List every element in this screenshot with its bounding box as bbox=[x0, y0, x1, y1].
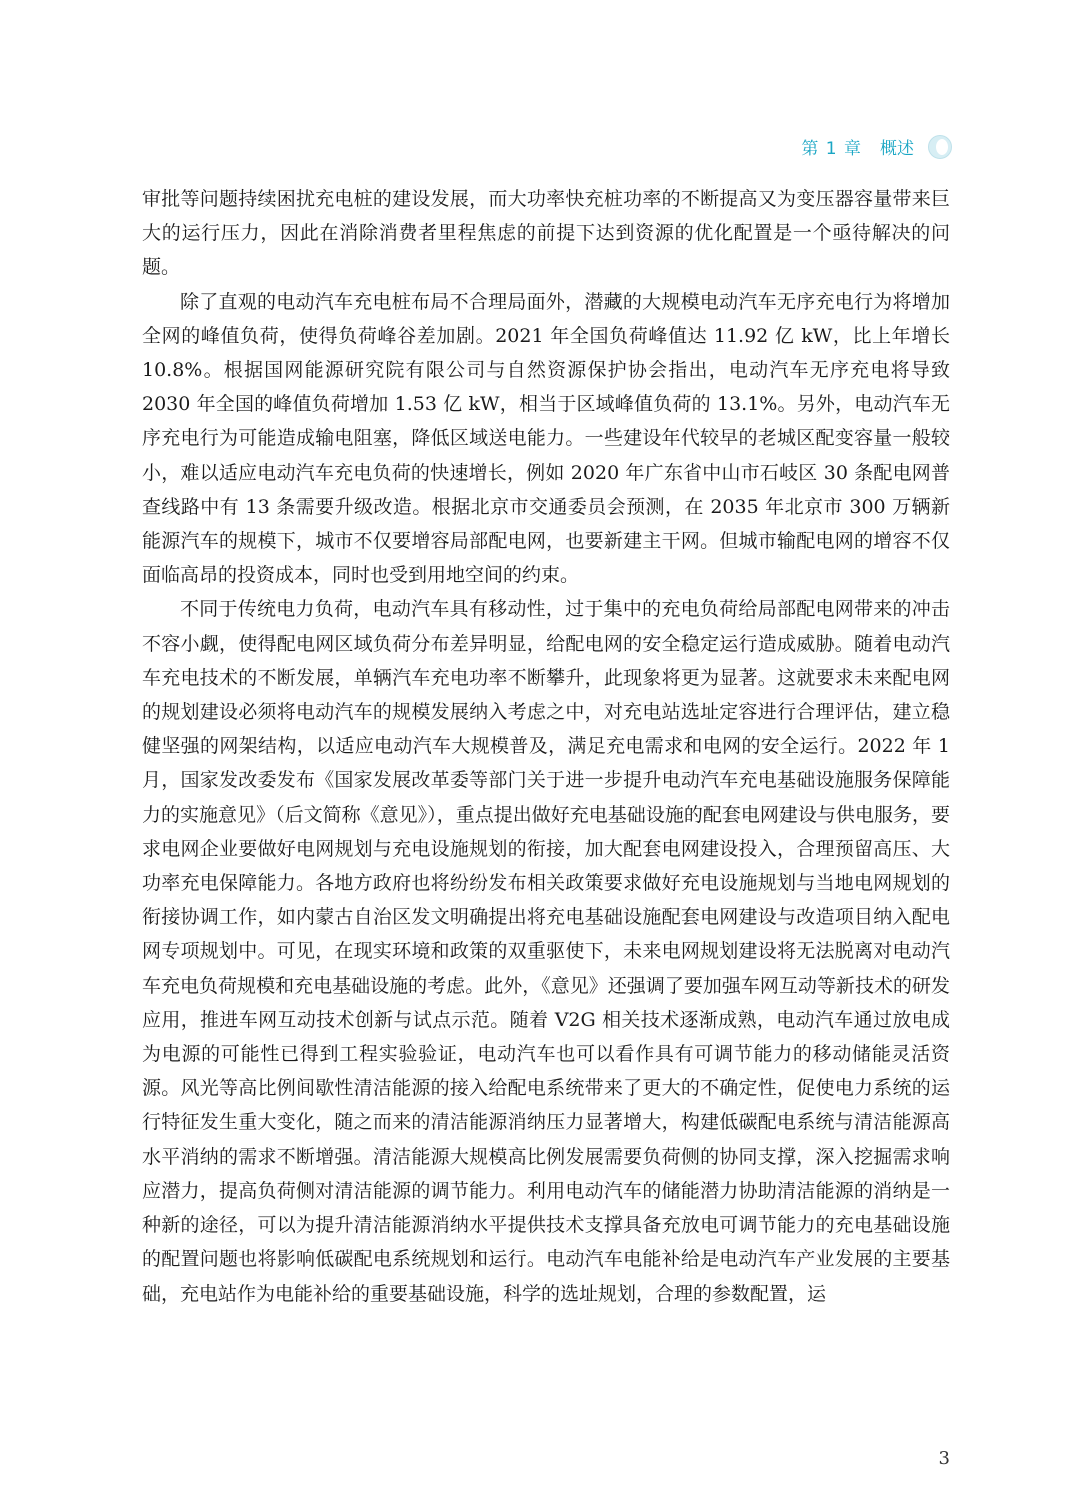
paragraph: 除了直观的电动汽车充电桩布局不合理局面外，潜藏的大规模电动汽车无序充电行为将增加全网的峰值负荷，使得负荷峰谷差加剧。2021 年全国负荷峰值达 11.92 亿 kW，比上年增长 10.8%。根据国网能源研究院有限公司与自然资源保护协会指出，电动汽车无序充电将导致 2030 年全国的峰值负荷增加 1.53 亿 kW，相当于区域峰值负荷的 13.1%。另外，电动汽车无序充电行为可能造成输电阻塞，降低区域送电能力。一些建设年代较早的老城区配变容量一般较小，难以适应电动汽车充电负荷的快速增长，例如 2020 年广东省中山市石岐区 30 条配电网普查线路中有 13 条需要升级改造。根据北京市交通委员会预测，在 2035 年北京市 300 万辆新能源汽车的规模下，城市不仅要增容局部配电网，也要新建主干网。但城市输配电网的增容不仅面临高昂的投资成本，同时也受到用地空间的约束。 bbox=[142, 290, 950, 587]
page-number: 3 bbox=[938, 1448, 950, 1469]
body-text bbox=[142, 182, 950, 1311]
chapter-label: 第 1 章 bbox=[801, 139, 862, 159]
chapter-title: 概述 bbox=[880, 139, 914, 159]
paragraph: 不同于传统电力负荷，电动汽车具有移动性，过于集中的充电负荷给局部配电网带来的冲击不容小觑，使得配电网区域负荷分布差异明显，给配电网的安全稳定运行造成威胁。随着电动汽车充电技术的不断发展，单辆汽车充电功率不断攀升，此现象将更为显著。这就要求未来配电网的规划建设必须将电动汽车的规模发展纳入考虑之中，对充电站选址定容进行合理评估，建立稳健坚强的网架结构，以适应电动汽车大规模普及，满足充电需求和电网的安全运行。2022 年 1 月，国家发改委发布《国家发展改革委等部门关于进一步提升电动汽车充电基础设施服务保障能力的实施意见》（后文简称《意见》），重点提出做好充电基础设施的配套电网建设与供电服务，要求电网企业要做好电网规划与充电设施规划的衔接，加大配套电网建设投入，合理预留高压、大功率充电保障能力。各地方政府也将纷纷发布相关政策要求做好充电设施规划与当地电网规划的衔接协调工作，如内蒙古自治区发文明确提出将充电基础设施配套电网建设与改造项目纳入配电网专项规划中。可见，在现实环境和政策的双重驱使下，未来电网规划建设将无法脱离对电动汽车充电负荷规模和充电基础设施的考虑。此外，《意见》还强调了要加强车网互动等新技术的研发应用，推进车网互动技术创新与试点示范。随着 V2G 相关技术逐渐成熟，电动汽车通过放电成为电源的可能性已得到工程实验验证，电动汽车也可以看作具有可调节能力的移动储能灵活资源。风光等高比例间歇性清洁能源的接入给配电系统带来了更大的不确定性，促使电力系统的运行特征发生重大变化，随之而来的清洁能源消纳压力显著增大，构建低碳配电系统与清洁能源高水平消纳的需求不断增强。清洁能源大规模高比例发展需要负荷侧的协同支撑，深入挖掘需求响应潜力，提高负荷侧对清洁能源的调节能力。利用电动汽车的储能潜力协助清洁能源的消纳是一种新的途径，可以为提升清洁能源消纳水平提供技术支撑具备充放电可调节能力的充电基础设施的配置问题也将影响低碳配电系统规划和运行。电动汽车电能补给是电动汽车产业发展的主要基础，充电站作为电能补给的重要基础设施，科学的选址规划，合理的参数配置，运 bbox=[142, 598, 950, 1305]
half-circle-icon bbox=[928, 135, 952, 159]
running-header bbox=[801, 134, 952, 159]
paragraph-continued: 审批等问题持续困扰充电桩的建设发展，而大功率快充桩功率的不断提高又为变压器容量带来巨大的运行压力，因此在消除消费者里程焦虑的前提下达到资源的优化配置是一个亟待解决的问题。 bbox=[142, 188, 950, 279]
